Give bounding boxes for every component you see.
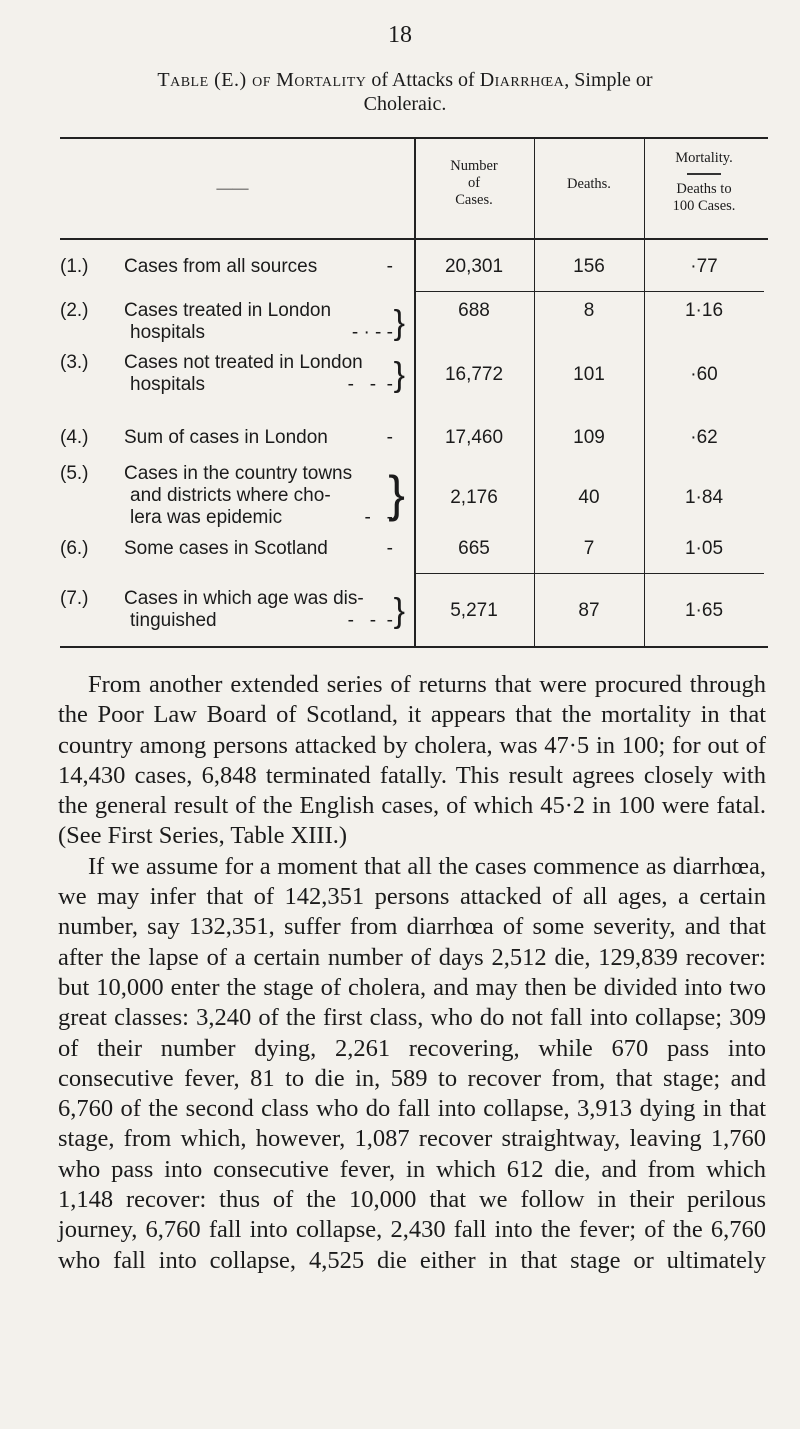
title-diarrhoea: Diarrhœa [479, 69, 565, 91]
table-title [60, 68, 750, 116]
section-rule-1 [414, 291, 764, 292]
paragraph-1: From another extended series of returns that were procured through the Poor Law Board of Scotland, it appears that the mortality in that country among persons attacked by cholera, was 47·5 in 100; for out of 14,430 cases, 6,848 terminated fatally. This result agrees closely with the general result of the English cases, of which 45·2 in 100 were fatal. (See First Series, Table XIII.) [58, 671, 766, 850]
title-middle: of Attacks of [371, 69, 475, 91]
table-bottom-rule [60, 646, 768, 648]
header-mortality: Mortality. Deaths to 100 Cases. [672, 150, 736, 214]
header-deaths: Deaths. [567, 176, 611, 192]
header-number-of-cases: Number of Cases. [450, 158, 498, 208]
title-prefix: Table (E.) of [157, 69, 272, 91]
title-line2: Choleraic. [363, 93, 447, 115]
header-blank: —— [216, 180, 249, 197]
title-mortality: Mortality [276, 69, 367, 91]
page-number: 18 [388, 22, 412, 48]
column-divider-3 [644, 139, 645, 646]
body-text [58, 670, 766, 1276]
paragraph-2: If we assume for a moment that all the cases commence as diarrhœa, we may infer that of 142,351 persons attacked of all ages, a certain number, say 132,351, suffer from diarrhœa of some severity, and that after the lapse of a certain number of days 2,512 die, 129,839 recover: but 10,000 enter the stage of cholera, and may then be divided into two great classes: 3,240 of the first class, who do not fall into collapse; 309 of their number dying, 2,261 recovering, while 670 pass into consecutive fever, 81 to die in, 589 to recover from, that stage; and 6,760 of the second class who do fall into collapse, 3,913 dying in that stage, from which, however, 1,087 recover straightway, leaving 1,760 who pass into consecutive fever, in which 612 die, and from which 1,148 recover: thus of the 10,000 that we follow in their perilous journey, 6,760 fall into collapse, 2,430 fall into the fever; of the 6,760 who fall into collapse, 4,525 die either in that stage or ultimately [58, 852, 766, 1274]
column-divider-2 [534, 139, 535, 646]
title-suffix: , Simple or [564, 69, 653, 91]
section-rule-2 [414, 573, 764, 574]
column-divider-1 [414, 139, 416, 646]
